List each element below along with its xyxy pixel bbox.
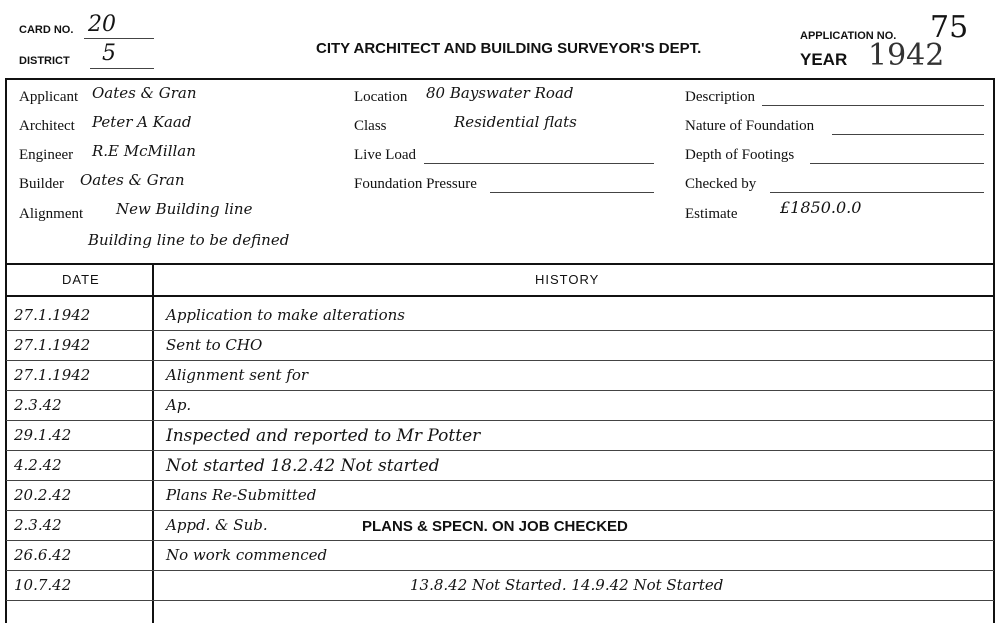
builder-label: Builder: [19, 176, 64, 192]
estimate-value: £1850.0.0: [780, 198, 862, 217]
history-row-entry: Appd. & Sub.: [166, 516, 268, 534]
history-row-entry: Ap.: [166, 396, 192, 414]
class-label: Class: [354, 118, 387, 134]
alignment-note: Building line to be defined: [88, 231, 290, 249]
architect-value: Peter A Kaad: [92, 113, 192, 131]
history-row-date: 27.1.1942: [14, 306, 91, 324]
foundation-pressure-label: Foundation Pressure: [354, 176, 477, 192]
details-right-border: [993, 78, 995, 623]
depth-of-footings-label: Depth of Footings: [685, 147, 795, 163]
history-row-entry: Not started 18.2.42 Not started: [166, 456, 440, 476]
engineer-label: Engineer: [19, 147, 74, 163]
history-row-rule: [6, 510, 994, 511]
history-row-entry: No work commenced: [166, 546, 328, 564]
card-no-value: 20: [88, 12, 116, 37]
applicant-value: Oates & Gran: [92, 84, 197, 102]
history-row-date: 27.1.1942: [14, 366, 91, 384]
applicant-label: Applicant: [19, 89, 79, 105]
history-row-rule: [6, 540, 994, 541]
history-row-entry: Plans Re-Submitted: [166, 486, 317, 504]
history-row-date: 10.7.42: [14, 576, 72, 594]
description-label: Description: [685, 89, 755, 105]
history-row-rule: [6, 480, 994, 481]
history-row-entry: Application to make alterations: [166, 306, 405, 324]
history-row-date: 27.1.1942: [14, 336, 91, 354]
history-row-date: 2.3.42: [14, 516, 62, 534]
history-row-stamp: PLANS & SPECN. ON JOB CHECKED: [362, 518, 628, 535]
year-value: 1942: [868, 38, 945, 73]
checked-by-rule: [770, 192, 984, 193]
history-row-date: 2.3.42: [14, 396, 62, 414]
nature-of-foundation-rule: [832, 134, 984, 135]
history-row-rule: [6, 600, 994, 601]
history-row-entry: Alignment sent for: [166, 366, 309, 384]
application-no-value: 75: [930, 10, 969, 45]
alignment-value: New Building line: [116, 200, 253, 218]
history-row-rule: [6, 450, 994, 451]
location-value: 80 Bayswater Road: [426, 84, 574, 102]
builder-value: Oates & Gran: [80, 171, 185, 189]
history-row-rule: [6, 420, 994, 421]
architect-label: Architect: [19, 118, 75, 134]
history-row-rule: [6, 390, 994, 391]
engineer-value: R.E McMillan: [92, 142, 196, 160]
details-top-border: [6, 78, 994, 80]
live-load-label: Live Load: [354, 147, 417, 163]
alignment-label: Alignment: [19, 206, 84, 222]
card-no-label: CARD NO.: [19, 24, 74, 36]
district-rule: [90, 68, 154, 69]
history-row-date: 4.2.42: [14, 456, 62, 474]
history-row-date: 20.2.42: [14, 486, 72, 504]
depth-of-footings-rule: [810, 163, 984, 164]
date-column-header: DATE: [62, 272, 100, 287]
application-no-label: APPLICATION NO.: [800, 30, 897, 42]
history-row-entry: 13.8.42 Not Started. 14.9.42 Not Started: [410, 576, 724, 594]
checked-by-label: Checked by: [685, 176, 757, 192]
location-label: Location: [354, 89, 408, 105]
history-row-entry: Inspected and reported to Mr Potter: [166, 426, 481, 446]
dept-title: CITY ARCHITECT AND BUILDING SURVEYOR'S DEPT.: [316, 40, 702, 57]
year-label: YEAR: [800, 50, 848, 69]
history-row-date: 26.6.42: [14, 546, 72, 564]
nature-of-foundation-label: Nature of Foundation: [685, 118, 815, 134]
district-label: DISTRICT: [19, 55, 70, 67]
history-column-divider: [152, 263, 154, 623]
district-value: 5: [102, 41, 116, 66]
card-no-rule: [84, 38, 154, 39]
history-row-date: 29.1.42: [14, 426, 72, 444]
details-left-border: [5, 78, 7, 623]
history-row-entry: Sent to CHO: [166, 336, 263, 354]
history-top-border: [6, 263, 994, 265]
live-load-rule: [424, 163, 654, 164]
foundation-pressure-rule: [490, 192, 654, 193]
history-row-rule: [6, 330, 994, 331]
estimate-label: Estimate: [685, 206, 738, 222]
history-header-rule: [6, 295, 994, 297]
history-row-rule: [6, 570, 994, 571]
description-rule: [762, 105, 984, 106]
history-column-header: HISTORY: [535, 272, 600, 287]
history-row-rule: [6, 360, 994, 361]
class-value: Residential flats: [454, 113, 577, 131]
